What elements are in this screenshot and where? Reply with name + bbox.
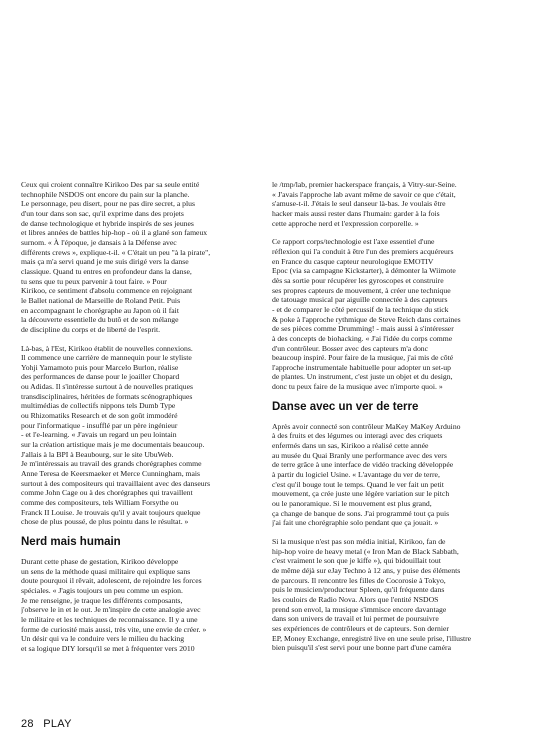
text-line: Kirikoo, ce sentiment d'absolu commence en rejoignant: [21, 286, 193, 296]
text-line: Ceux qui croient connaître Kirikoo Des par sa seule entité: [21, 180, 200, 189]
text-line: dans son univers de travail et lui permet de poursuivre: [272, 614, 439, 624]
page-footer: [21, 718, 72, 730]
text-line: forme de curiosité mais aussi, très vite, une envie de créer. »: [21, 624, 207, 634]
text-line: ça change de banque de sons. J'ai programmé tout ça puis: [272, 508, 450, 518]
text-line: de discipline du corps et de liberté de l'esprit.: [21, 324, 161, 334]
article-paragraph: [21, 344, 259, 527]
text-line: j'observe le in et le out. Je m'inspire de cette analogie avec: [21, 605, 201, 615]
text-line: technophile NSDOS ont encore du pain sur la planche.: [21, 189, 190, 199]
text-line: comme John Cage ou à des chorégraphes qui travaillent: [21, 488, 193, 498]
text-line: ou Rhizomatiks Research et de son goût immodéré: [21, 411, 178, 421]
text-line: un sens de la méthode quasi militaire qui explique sans: [21, 566, 191, 576]
text-line: mouvement, ça crée juste une légère variation sur le pitch: [272, 489, 450, 499]
text-line: c'est qu'il bouge tout le temps. Quand le ver fait un petit: [272, 479, 444, 489]
text-line: réflexion qui l'a conduit à être l'un des premiers acquéreurs: [272, 246, 454, 256]
text-line: en accompagnant le chorégraphe au Japon où il fait: [21, 305, 179, 315]
text-line: Après avoir connecté son contrôleur MaKey MaKey Arduino: [272, 421, 461, 431]
text-line: ou le panoramique. Si le mouvement est plus grand,: [272, 499, 432, 509]
text-line: à partir du logiciel Usine. « L'avantage du ver de terre,: [272, 470, 440, 480]
text-line: chose de plus poussé, de plus pointu dans le résultat. »: [21, 517, 189, 527]
text-line: d'un contrôleur. Bosser avec des capteurs m'a donc: [272, 343, 429, 353]
text-line: mais ça m'a servi quand je me suis dirigé vers la danse: [21, 257, 189, 267]
text-line: la découverte essentielle du butô et de son mélange: [21, 315, 179, 325]
text-line: Anne Teresa de Keersmaeker et Merce Cunningham, mais: [21, 469, 201, 479]
text-line: surnom. « À l'époque, je dansais à la Défense avec: [21, 237, 177, 247]
text-line: tu sens que tu peux parvenir à tout faire. » Pour: [21, 276, 167, 286]
text-line: de parcours. Il rencontre les filles de Cocorosie à Tokyo,: [272, 575, 446, 585]
text-line: Je me renseigne, je traque les différents composants,: [21, 595, 183, 605]
text-line: hip-hop voire de heavy metal (« Iron Man de Black Sabbath,: [272, 546, 459, 556]
text-line: EP, Money Exchange, enregistré live en une seule prise, l'illustre: [272, 633, 472, 643]
text-line: pour l'informatique - insufflé par un père ingénieur: [21, 420, 178, 430]
text-line: J'allais à la BPI à Beaubourg, sur le site UbuWeb.: [21, 449, 174, 459]
text-line: Si la musique n'est pas son média initial, Kirikoo, fan de: [272, 537, 446, 546]
text-line: - et l'e-learning. « J'avais un regard un peu lointain: [21, 430, 177, 440]
text-line: à des concepts de biohacking. « J'ai l'idée du corps comme: [272, 333, 453, 343]
text-line: le Ballet national de Marseille de Roland Petit. Puis: [21, 295, 181, 305]
text-line: ses propres capteurs de mouvement, à créer une technique: [272, 285, 451, 295]
text-line: classique. Quand tu entres en profondeur dans la danse,: [21, 266, 192, 276]
article-paragraph: [21, 557, 259, 654]
text-line: Durant cette phase de gestation, Kirikoo développe: [21, 556, 179, 566]
text-line: Là-bas, à l'Est, Kirikoo établit de nouvelles connexions.: [21, 343, 193, 353]
text-line: de même déjà sur eJay Techno à 12 ans, y puise des éléments: [272, 565, 461, 575]
article-paragraph: [272, 422, 510, 528]
text-line: différents crews », explique-t-il. « C'était un peu "à la pirate",: [21, 247, 211, 257]
text-line: comme des compositeurs, tels William Forsythe ou: [21, 498, 179, 507]
text-line: transdisciplinaires, héritées de formats scénographiques: [21, 391, 193, 401]
text-line: de plantes. Un instrument, c'est juste un objet et du design,: [272, 372, 453, 382]
page-number: 28: [21, 718, 34, 730]
article-paragraph: [272, 537, 510, 653]
text-line: doute pourquoi il rêvait, adolescent, de rejoindre les forces: [21, 576, 202, 586]
text-line: Epoc (via sa campagne Kickstarter), à démonter la Wiimote: [272, 266, 456, 276]
text-line: l'approche instrumentale habituelle pour adopter un set-up: [272, 362, 451, 372]
text-line: j'ai fait une chorégraphie solo pendant que ça jouait. »: [272, 518, 439, 528]
text-line: en France du casque capteur neurologique EMOTIV: [272, 256, 434, 266]
text-line: Il commence une carrière de mannequin pour le styliste: [21, 353, 192, 363]
text-line: bien puisqu'il s'est servi pour une bonne part d'une caméra: [272, 643, 451, 653]
text-line: Franck II Louise. Je trouvais qu'il y avait toujours quelque: [21, 507, 201, 517]
text-line: Ce rapport corps/technologie est l'axe essentiel d'une: [272, 237, 435, 247]
text-line: le militaire et les techniques de reconnaissance. Il y a une: [21, 614, 198, 624]
text-line: Je m'intéressais au travail des grands chorégraphes comme: [21, 459, 202, 469]
text-line: enfermés dans un sas, Kirikoo a réalisé cette année: [272, 441, 429, 451]
text-line: de ses pièces comme Drumming! - mais aussi à s'intéresser: [272, 324, 454, 334]
text-line: à des fruits et des légumes ou interagi avec des criquets: [272, 431, 443, 441]
text-line: des performances de danse pour le joailler Chopard: [21, 372, 180, 382]
text-line: ses expériences de contrôleurs et de capteurs. Son dernier: [272, 623, 449, 633]
text-line: de tatouage musical par aiguille connectée à des capteurs: [272, 295, 448, 305]
text-line: « J'avais l'approche lab avant même de savoir ce que c'était,: [272, 189, 456, 199]
text-line: d'un tour dans son sac, qu'il exprime dans des projets: [21, 208, 184, 218]
text-line: c'est vraiment le son que je kiffe »), qui bidouillait tout: [272, 556, 441, 566]
article-paragraph: [272, 237, 510, 392]
right-column: [272, 180, 510, 662]
text-line: s'amuse-t-il. J'étais le seul danseur là-bas. Je voulais être: [272, 199, 446, 209]
text-line: - et de comparer le côté percussif de la technique du stick: [272, 304, 449, 314]
text-line: beaucoup inspiré. Pour faire de la musique, j'ai mis de côté: [272, 353, 454, 363]
text-line: le /tmp/lab, premier hackerspace français, à Vitry-sur-Seine.: [272, 180, 457, 189]
text-line: sur la création artistique mais je me documentais beaucoup.: [21, 440, 205, 450]
section-heading: Nerd mais humain: [21, 535, 121, 548]
text-line: multimédias de collectifs nippons tels Dumb Type: [21, 401, 176, 411]
text-line: Un désir qui va le conduire vers le milieu du hacking: [21, 634, 185, 644]
magazine-name: PLAY: [43, 718, 72, 730]
article-paragraph: [272, 180, 510, 228]
text-line: surtout à des compositeurs qui travaillaient avec des danseurs: [21, 478, 211, 488]
text-line: de danse technologique et hybride inspirés de ses jeunes: [21, 218, 194, 228]
text-line: cette approche nerd et l'expression corporelle. »: [272, 218, 419, 228]
text-line: prend son envol, la musique s'immisce encore davantage: [272, 604, 447, 614]
text-line: & poke à l'approche rythmique de Steve Reich dans certaines: [272, 314, 461, 324]
text-line: Le personnage, peu disert, pour ne pas dire secret, a plus: [21, 199, 195, 209]
text-line: dès sa sortie pour récupérer les gyroscopes et construire: [272, 275, 444, 285]
text-line: au musée du Quai Branly une performance avec des vers: [272, 450, 447, 460]
text-line: hacker mais aussi rester dans l'humain: garder à la fois: [272, 208, 440, 218]
left-column: [21, 180, 259, 663]
article-paragraph: [21, 180, 259, 335]
text-line: ou Adidas. Il s'intéresse surtout à de nouvelles pratiques: [21, 382, 193, 392]
text-line: spéciales. « J'agis toujours un peu comme un espion.: [21, 585, 183, 595]
section-heading: Danse avec un ver de terre: [272, 400, 419, 413]
text-line: de terre grâce à une interface de vidéo tracking développée: [272, 460, 454, 470]
text-line: puis le musicien/producteur Spleen, qu'il fréquente dans: [272, 585, 445, 595]
text-line: et sa logique DIY lorsqu'il se met à fréquenter vers 2010: [21, 643, 195, 653]
text-line: donc tu peux faire de la musique avec n'importe quoi. »: [272, 382, 443, 392]
text-line: Yohji Yamamoto puis pour Marcelo Burlon, réalise: [21, 362, 179, 372]
text-line: et libres années de battles hip-hop - où il a glané son fameux: [21, 228, 208, 238]
text-line: les couloirs de Radio Nova. Alors que l'entité NSDOS: [272, 594, 439, 604]
